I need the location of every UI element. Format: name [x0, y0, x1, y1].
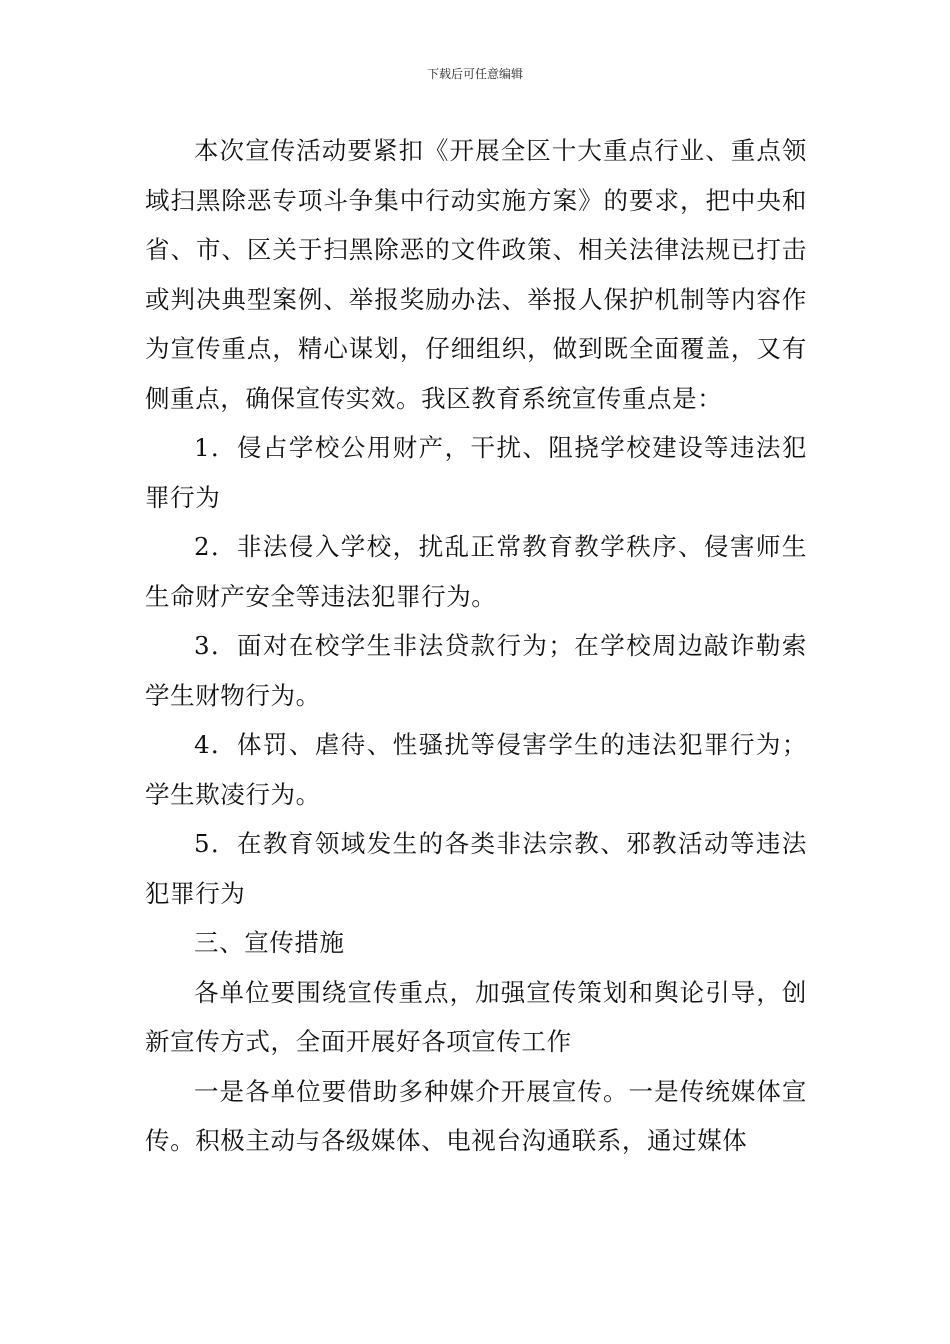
- page-header-note: 下载后可任意编辑: [426, 67, 523, 81]
- list-item-1: 1．侵占学校公用财产，干扰、阻挠学校建设等违法犯罪行为: [145, 433, 807, 512]
- list-item-2: 2．非法侵入学校，扰乱正常教育教学秩序、侵害师生生命财产安全等违法犯罪行为。: [145, 532, 807, 611]
- document-body: [145, 126, 807, 1166]
- paragraph-measures-intro: 各单位要围绕宣传重点，加强宣传策划和舆论引导，创新宣传方式，全面开展好各项宣传工作: [145, 977, 807, 1056]
- list-item-5: 5．在教育领域发生的各类非法宗教、邪教活动等违法犯罪行为: [145, 829, 807, 908]
- section-heading-measures: 三、宣传措施: [194, 928, 345, 957]
- list-item-3: 3．面对在校学生非法贷款行为；在学校周边敲诈勒索学生财物行为。: [145, 631, 807, 710]
- list-item-4: 4．体罚、虐待、性骚扰等侵害学生的违法犯罪行为；学生欺凌行为。: [145, 730, 807, 809]
- paragraph-media-publicity: 一是各单位要借助多种媒介开展宣传。一是传统媒体宣传。积极主动与各级媒体、电视台沟通联系，通过媒体: [145, 1076, 807, 1155]
- paragraph-publicity-focus: 本次宣传活动要紧扣《开展全区十大重点行业、重点领域扫黑除恶专项斗争集中行动实施方案》的要求，把中央和省、市、区关于扫黑除恶的文件政策、相关法律法规已打击或判决典型案例、举报奖励办法、举报人保护机制等内容作为宣传重点，精心谋划，仔细组织，做到既全面覆盖，又有侧重点，确保宣传实效。我区教育系统宣传重点是：: [145, 136, 807, 413]
